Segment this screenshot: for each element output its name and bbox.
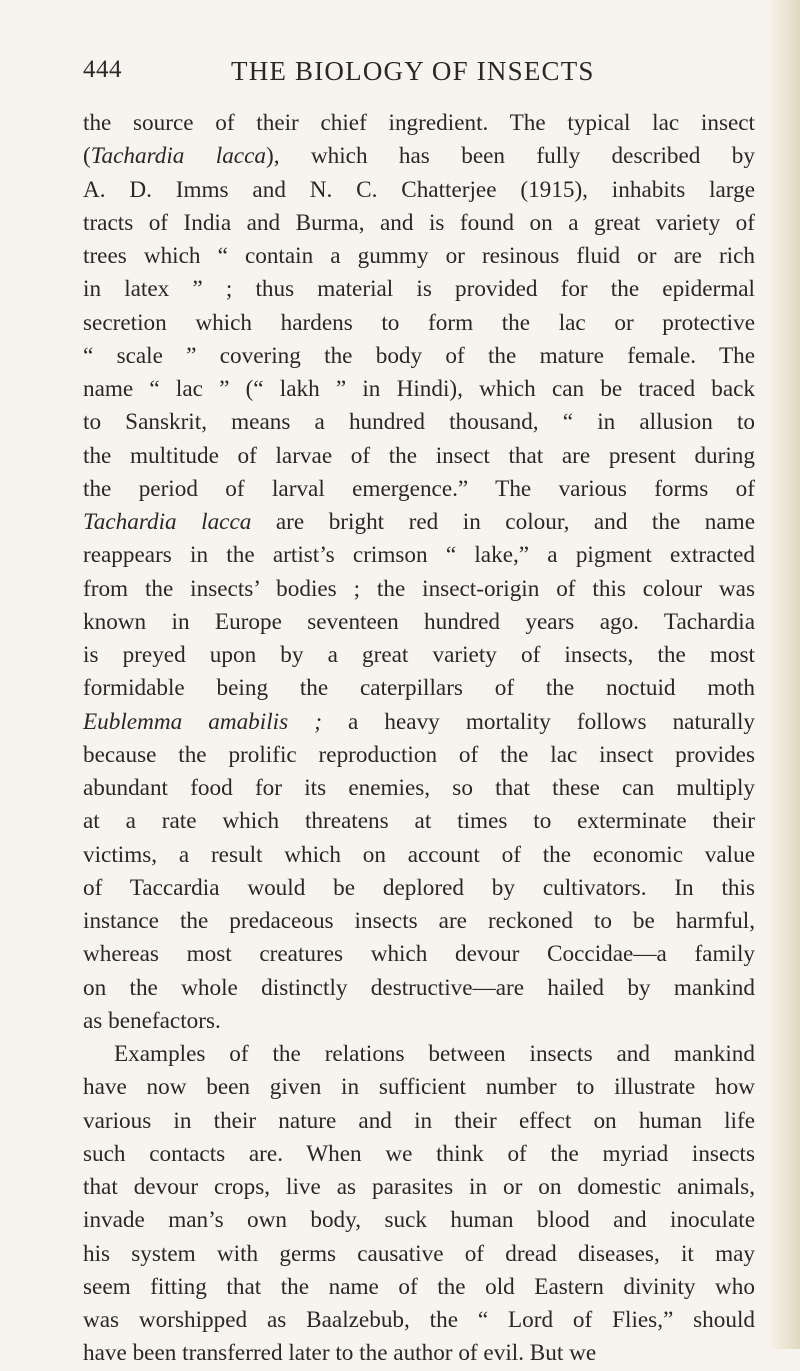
text-run: a heavy mortality follows naturally	[321, 708, 755, 735]
page-header	[83, 56, 723, 96]
text-line	[83, 1005, 755, 1038]
italic-text-run: Tachardia lacca	[90, 143, 266, 170]
text-line	[83, 107, 755, 140]
text-line	[83, 207, 755, 240]
text-line	[83, 639, 755, 672]
text-run: as benefactors.	[83, 1007, 221, 1034]
text-run: tracts of India and Burma, and is found on a great variety of	[83, 209, 755, 236]
page-edge-shadow	[766, 0, 800, 1349]
text-run: whereas most creatures which devour Coccidae—a family	[83, 941, 755, 968]
text-run: from the insects’ bodies ; the insect-origin of this colour was	[83, 575, 755, 602]
text-line	[83, 706, 755, 739]
text-run: the period of larval emergence.” The various forms of	[83, 475, 755, 502]
text-line	[83, 606, 755, 639]
text-line	[83, 672, 755, 705]
text-line	[83, 739, 755, 772]
text-line	[83, 340, 755, 373]
text-line	[83, 140, 755, 173]
text-run: on the whole distinctly destructive—are hailed by mankind	[83, 974, 755, 1001]
text-run: seem fitting that the name of the old Eastern divinity who	[83, 1273, 755, 1300]
text-run: at a rate which threatens at times to exterminate their	[83, 808, 755, 835]
text-line	[83, 1105, 755, 1138]
text-run: the multitude of larvae of the insect that are present during	[83, 442, 755, 469]
text-run: his system with germs causative of dread diseases, it may	[83, 1240, 755, 1267]
text-line	[83, 772, 755, 805]
text-line	[83, 174, 755, 207]
text-run: invade man’s own body, suck human blood and inoculate	[83, 1207, 755, 1234]
text-line	[83, 839, 755, 872]
italic-text-run: Tachardia lacca	[83, 509, 252, 535]
text-run: have been transferred later to the author of evil. But we	[83, 1340, 597, 1367]
text-line	[83, 872, 755, 905]
text-line	[83, 373, 755, 406]
text-line	[83, 273, 755, 306]
text-line	[83, 1204, 755, 1237]
text-run: in latex ” ; thus material is provided for the epidermal	[83, 276, 755, 303]
text-run: various in their nature and in their effect on human life	[83, 1107, 755, 1134]
text-run: to Sanskrit, means a hundred thousand, “ in allusion to	[83, 409, 755, 436]
text-run: formidable being the caterpillars of the noctuid moth	[83, 675, 755, 702]
text-line	[83, 1071, 755, 1104]
text-line	[83, 406, 755, 439]
text-run: are bright red in colour, and the name	[251, 509, 755, 535]
text-line	[83, 473, 755, 506]
text-run: abundant food for its enemies, so that these can multiply	[83, 775, 755, 801]
text-run: instance the predaceous insects are reckoned to be harmful,	[83, 908, 755, 934]
text-run: secretion which hardens to form the lac or protective	[83, 309, 755, 336]
text-run: trees which “ contain a gummy or resinous fluid or are rich	[83, 243, 755, 269]
text-run: “ scale ” covering the body of the mature female. The	[83, 342, 755, 369]
text-run: ), which has been fully described by	[265, 143, 755, 170]
text-line	[83, 1171, 755, 1204]
text-line	[83, 1304, 755, 1337]
text-run: Examples of the relations between insects and mankind	[114, 1041, 755, 1067]
text-line	[83, 1038, 755, 1071]
text-run: is preyed upon by a great variety of insects, the most	[83, 642, 755, 668]
text-run: have now been given in sufficient number to illustrate how	[83, 1074, 755, 1101]
text-line	[83, 240, 755, 273]
text-run: of Taccardia would be deplored by cultivators. In this	[83, 874, 755, 901]
text-run: name “ lac ” (“ lakh ” in Hindi), which can be traced back	[83, 376, 755, 402]
text-run: known in Europe seventeen hundred years ago. Tachardia	[83, 608, 755, 635]
text-run: because the prolific reproduction of the lac insect provides	[83, 741, 755, 768]
text-line	[83, 1337, 755, 1370]
text-run: reappears in the artist’s crimson “ lake,” a pigment extracted	[83, 542, 755, 569]
text-line	[83, 307, 755, 340]
text-run: victims, a result which on account of the economic value	[83, 841, 755, 868]
text-line	[83, 938, 755, 971]
running-title: THE BIOLOGY OF INSECTS	[231, 56, 595, 86]
body-text	[83, 107, 755, 1371]
page-number: 444	[83, 56, 122, 83]
italic-text-run: Eublemma amabilis ;	[83, 708, 322, 735]
text-run: A. D. Imms and N. C. Chatterjee (1915), inhabits large	[83, 176, 755, 203]
text-line	[83, 1238, 755, 1271]
text-run: (	[83, 143, 91, 170]
text-line	[83, 1271, 755, 1304]
text-run: such contacts are. When we think of the myriad insects	[83, 1140, 755, 1167]
text-line	[83, 539, 755, 572]
text-line	[83, 1138, 755, 1171]
text-line	[83, 972, 755, 1005]
text-run: was worshipped as Baalzebub, the “ Lord of Flies,” should	[83, 1307, 755, 1333]
text-line	[83, 573, 755, 606]
text-line	[83, 440, 755, 473]
text-line	[83, 506, 755, 539]
text-run: the source of their chief ingredient. The typical lac insect	[83, 110, 755, 136]
text-line	[83, 805, 755, 838]
text-run: that devour crops, live as parasites in or on domestic animals,	[83, 1174, 755, 1200]
text-line	[83, 905, 755, 938]
